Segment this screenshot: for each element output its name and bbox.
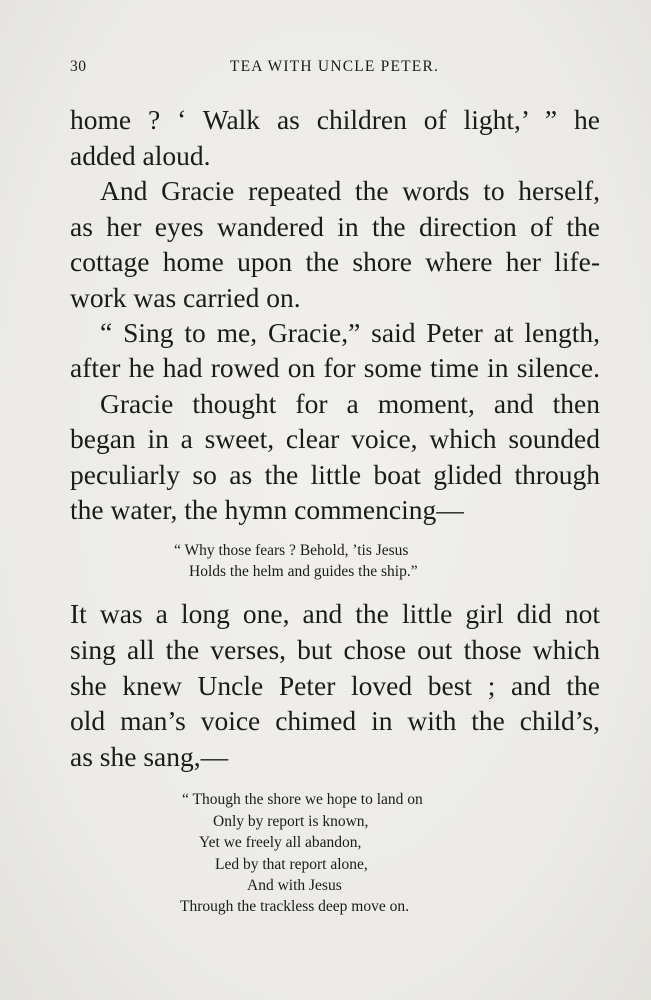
verse-line: “ Why those fears ? Behold, ’tis Jesus [174,542,409,559]
page-header [70,58,599,84]
text-line: home ? ‘ Walk as children of light,’ ” he [70,104,600,135]
text-line: after he had rowed on for some time in silence. [70,352,600,383]
text-line: old man’s voice chimed in with the child’s, [70,705,600,736]
text-line: work was carried on. [70,282,301,313]
text-line: she knew Uncle Peter loved best ; and the [70,670,600,701]
text-line: as she sang,— [70,741,229,772]
text-line: And Gracie repeated the words to herself, [100,175,600,206]
text-line: as her eyes wandered in the direction of the [70,211,600,242]
text-line: added aloud. [70,140,211,171]
text-line: the water, the hymn commencing— [70,494,464,525]
text-line: sing all the verses, but chose out those which [70,634,600,665]
text-line: Gracie thought for a moment, and then [100,388,600,419]
text-line: peculiarly so as the little boat glided through [70,459,600,490]
text-line: “ Sing to me, Gracie,” said Peter at length, [100,317,600,348]
verse-line: Holds the helm and guides the ship.” [189,563,418,580]
page-number: 30 [70,58,87,75]
verse-line: “ Though the shore we hope to land on [182,791,423,808]
verse-line: Through the trackless deep move on. [180,898,409,915]
text-line: It was a long one, and the little girl did not [70,598,600,629]
text-line: cottage home upon the shore where her life- [70,246,600,277]
running-title: TEA WITH UNCLE PETER. [229,58,440,75]
verse-line: And with Jesus [247,877,342,894]
text-line: began in a sweet, clear voice, which sounded [70,423,600,454]
verse-line: Led by that report alone, [215,856,368,873]
verse-line: Only by report is known, [213,813,369,830]
verse-line: Yet we freely all abandon, [199,834,362,851]
